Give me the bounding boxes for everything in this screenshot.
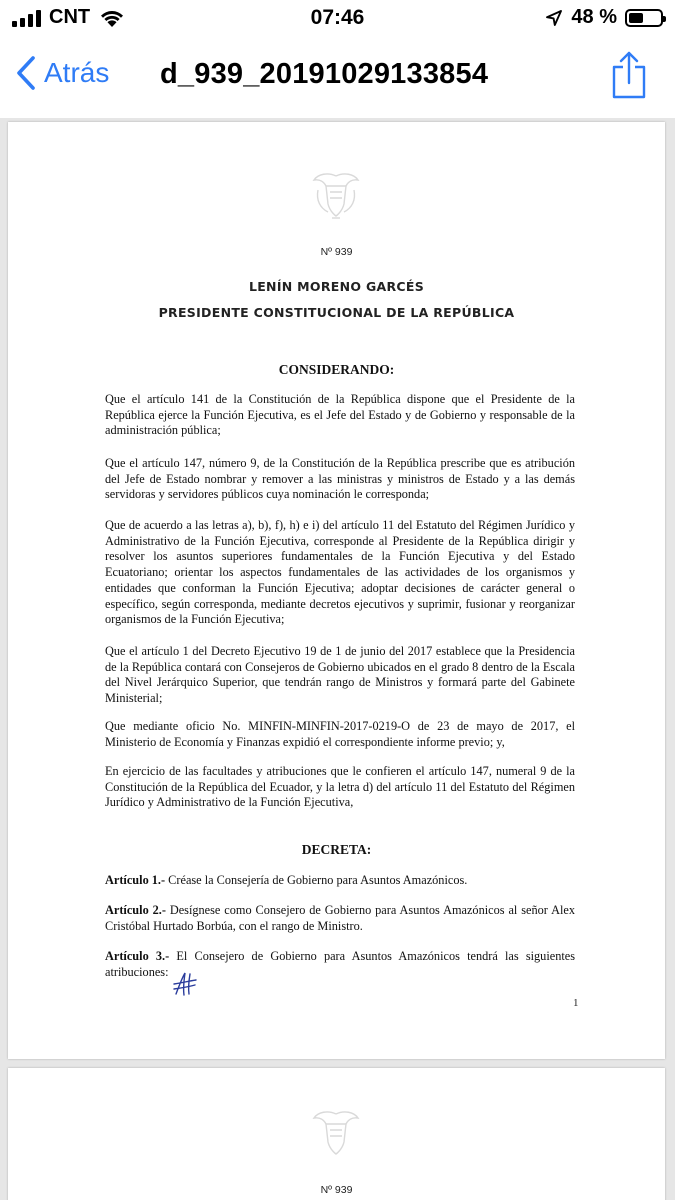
back-button-label: Atrás xyxy=(44,57,110,88)
considerando-paragraph: Que el artículo 141 de la Constitución de la República dispone que el Presidente de la República ejerce la Función Ejecutiva, es el Jefe del Estado y de Gobierno y responsable de la administración pública; xyxy=(105,392,575,438)
article-text: El Consejero de Gobierno para Asuntos Amazónicos tendrá las siguientes atribuciones: xyxy=(105,949,575,979)
considerando-paragraph: Que el artículo 1 del Decreto Ejecutivo 19 de 1 de junio del 2017 establece que la Presidencia de la República contará con Consejeros de Gobierno ubicados en el grado 8 dentro de la Escala del Nivel Jerárquico Superior, que tendrán rango de Ministros y formará parte del Gabinete Ministerial; xyxy=(105,644,575,706)
article-paragraph xyxy=(105,873,575,889)
considerando-paragraph: Que el artículo 147, número 9, de la Constitución de la República prescribe que es atribución del Jefe de Estado nombrar y remover a las ministras y ministros de Estado y a las demás servidoras y servidores públicos cuya nominación le corresponda; xyxy=(105,456,575,502)
back-button[interactable] xyxy=(16,56,109,90)
carrier-name: CNT xyxy=(49,6,91,28)
battery-percentage: 48 % xyxy=(571,6,617,28)
article-label: Artículo 2.- xyxy=(105,903,166,917)
president-title: PRESIDENTE CONSTITUCIONAL DE LA REPÚBLICA xyxy=(158,305,515,320)
document-viewer[interactable] xyxy=(0,118,675,1200)
status-right xyxy=(545,6,663,29)
considerando-heading: CONSIDERANDO: xyxy=(278,362,395,377)
president-name: LENÍN MORENO GARCÉS xyxy=(248,279,425,294)
document-title: d_939_20191029133854 xyxy=(160,58,489,90)
page-number: 1 xyxy=(573,997,579,1009)
coat-of-arms-watermark-icon xyxy=(308,170,364,222)
share-icon[interactable] xyxy=(611,50,647,100)
navigation-bar xyxy=(0,36,675,118)
document-page-1 xyxy=(8,122,665,1059)
initials-signature-icon xyxy=(171,970,199,998)
article-label: Artículo 3.- xyxy=(105,949,170,963)
battery-icon xyxy=(625,9,663,27)
status-time: 07:46 xyxy=(310,6,365,29)
document-page-2 xyxy=(8,1068,665,1200)
decree-number: Nº 939 xyxy=(320,246,353,258)
chevron-left-icon xyxy=(16,56,36,90)
status-bar xyxy=(0,0,675,36)
article-text: Créase la Consejería de Gobierno para Asuntos Amazónicos. xyxy=(165,873,468,887)
location-icon xyxy=(545,9,563,27)
article-label: Artículo 1.- xyxy=(105,873,166,887)
considerando-paragraph: En ejercicio de las facultades y atribuciones que le confieren el artículo 147, numeral 9 de la Constitución de la República del Ecuador, y la letra d) del artículo 11 del Estatuto del Régimen Jurídico y Administrativo de la Función Ejecutiva, xyxy=(105,764,575,810)
considerando-paragraph: Que mediante oficio No. MINFIN-MINFIN-2017-0219-O de 23 de mayo de 2017, el Ministerio de Economía y Finanzas expidió el correspondiente informe previo; y, xyxy=(105,719,575,749)
article-text: Desígnese como Consejero de Gobierno para Asuntos Amazónicos al señor Alex Cristóbal Hurtado Borbúa, con el rango de Ministro. xyxy=(105,903,575,933)
considerando-paragraph: Que de acuerdo a las letras a), b), f), h) e i) del artículo 11 del Estatuto del Régimen Jurídico y Administrativo de la Función Ejecutiva, corresponde al Presidente de la República dirigir y resolver los asuntos superiores fundamentales de la Función Ejecutiva y del Estado Ecuatoriano; orientar los aspectos fundamentales de las actividades de los organismos y entidades que conforman la Función Ejecutiva; adoptar decisiones de carácter general o específico, según corresponda, mediante decretos ejecutivos y suprimir, fusionar y reorganizar organismos de la Función Ejecutiva; xyxy=(105,518,575,627)
decree-number: Nº 939 xyxy=(320,1184,353,1196)
decreta-heading: DECRETA: xyxy=(301,842,372,857)
coat-of-arms-watermark-icon xyxy=(308,1108,364,1160)
article-paragraph xyxy=(105,903,575,934)
